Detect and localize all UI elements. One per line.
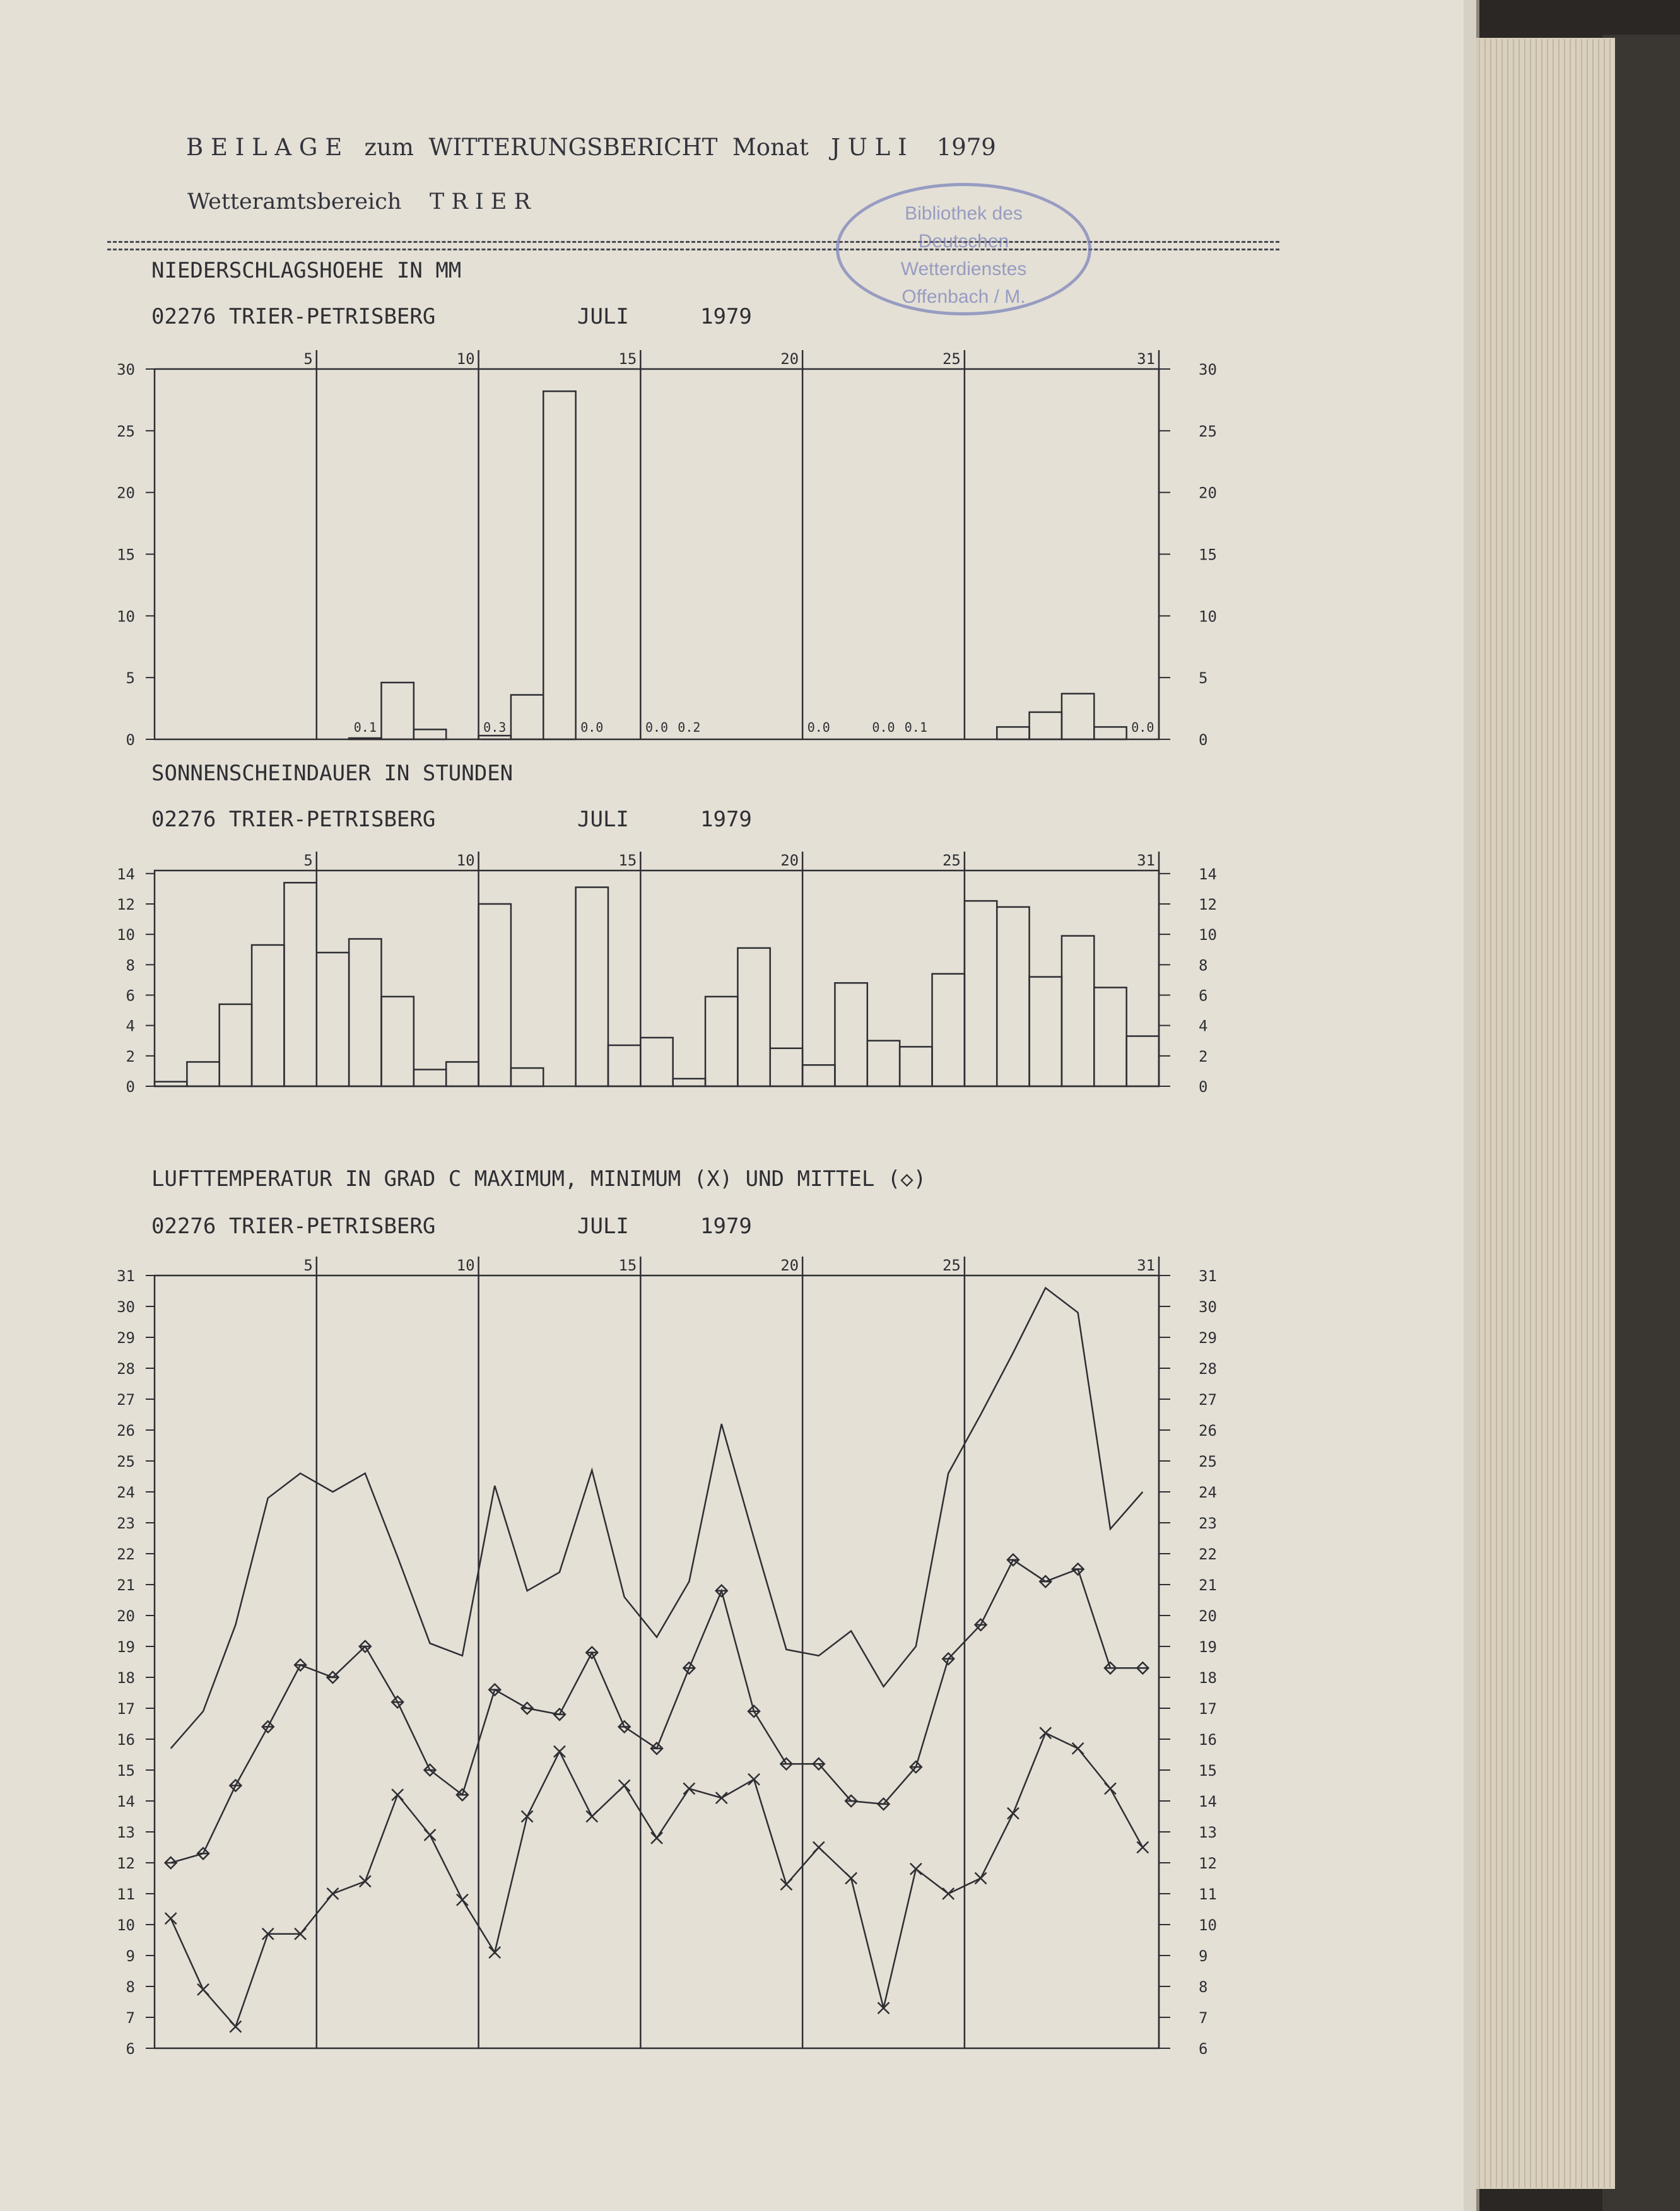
mean-point-marker [295, 1659, 306, 1670]
min-point-marker [425, 1829, 436, 1841]
mean-point-marker [554, 1709, 565, 1720]
bar [770, 1048, 802, 1086]
y-tick-label-right: 25 [1199, 1453, 1217, 1470]
chart-station: 02276 TRIER-PETRISBERG [151, 304, 436, 329]
bar [965, 901, 997, 1086]
y-tick-label-right: 14 [1199, 1793, 1217, 1810]
x-tick-label: 25 [942, 350, 961, 368]
y-tick-label-right: 5 [1199, 669, 1208, 688]
y-tick-label-right: 12 [1199, 1855, 1217, 1872]
y-tick-label-left: 21 [117, 1576, 135, 1594]
bar [737, 948, 770, 1086]
y-tick-label-right: 28 [1199, 1360, 1217, 1378]
bar [576, 887, 608, 1086]
y-tick-label-left: 20 [117, 484, 135, 502]
y-tick-label-left: 27 [117, 1391, 135, 1409]
chart-year: 1979 [700, 807, 752, 832]
min-point-marker [975, 1873, 987, 1884]
x-tick-label: 31 [1137, 350, 1155, 368]
y-tick-label-right: 29 [1199, 1329, 1217, 1347]
y-tick-label-left: 10 [117, 926, 135, 944]
min-point-marker [651, 1833, 662, 1844]
chart-title: SONNENSCHEINDAUER IN STUNDEN [151, 761, 514, 786]
mean-point-marker [748, 1706, 760, 1717]
header-line-1: B E I L A G E zum WITTERUNGSBERICHT Monat J U L I 1979 [186, 134, 996, 161]
x-tick-label: 10 [456, 852, 475, 869]
y-tick-label-left: 15 [117, 546, 135, 564]
min-point-marker [1105, 1783, 1116, 1794]
min-point-marker [845, 1873, 857, 1884]
x-tick-label: 10 [456, 350, 475, 368]
bar [835, 983, 867, 1086]
chart-month: JULI [577, 807, 629, 832]
x-tick-label: 10 [456, 1257, 475, 1274]
bar [1094, 727, 1126, 739]
stamp-text: Bibliothek des Deutschen Wetterdienstes Offenbach / M. [900, 203, 1027, 307]
y-tick-label-right: 0 [1199, 731, 1208, 749]
y-tick-label-left: 10 [117, 607, 135, 626]
bar [705, 997, 737, 1086]
y-tick-label-right: 10 [1199, 1916, 1217, 1934]
bar [317, 953, 349, 1086]
bar-value-label: 0.0 [1131, 720, 1154, 735]
y-tick-label-left: 12 [117, 1855, 135, 1872]
bar [802, 1065, 835, 1086]
y-tick-label-right: 11 [1199, 1886, 1217, 1903]
bar [414, 729, 446, 739]
bar-value-label: 0.1 [353, 720, 377, 735]
min-point-marker [878, 2002, 889, 2014]
min-point-marker [327, 1888, 338, 1899]
y-tick-label-left: 31 [117, 1267, 135, 1285]
min-point-marker [943, 1888, 954, 1899]
y-tick-label-right: 8 [1199, 1978, 1208, 1996]
y-tick-label-left: 14 [117, 865, 135, 883]
min-point-marker [1072, 1743, 1084, 1754]
bar [187, 1062, 219, 1086]
plot-frame [155, 369, 1159, 739]
y-tick-label-left: 17 [117, 1700, 135, 1718]
plot-frame [155, 1276, 1159, 2048]
y-tick-label-right: 7 [1199, 2009, 1208, 2027]
bar [997, 727, 1029, 739]
mean-point-marker [230, 1780, 241, 1792]
y-tick-label-left: 7 [126, 2009, 135, 2027]
y-tick-label-right: 4 [1199, 1017, 1208, 1035]
bar-value-label: 0.1 [904, 720, 927, 735]
min-point-marker [1137, 1842, 1148, 1853]
bar [511, 1068, 543, 1086]
y-tick-label-left: 30 [117, 361, 135, 378]
y-tick-label-left: 5 [126, 669, 135, 688]
bar [479, 736, 511, 739]
chart-title: NIEDERSCHLAGSHOEHE IN MM [151, 258, 462, 283]
x-tick-label: 25 [942, 1257, 961, 1274]
mean-point-marker [392, 1696, 403, 1708]
min-point-marker [683, 1783, 695, 1794]
y-tick-label-left: 8 [126, 1978, 135, 1996]
bar [673, 1079, 705, 1086]
y-tick-label-left: 13 [117, 1824, 135, 1841]
chart-title: LUFTTEMPERATUR IN GRAD C MAXIMUM, MINIMUM (X) UND MITTEL (◇) [151, 1166, 927, 1192]
y-tick-label-left: 29 [117, 1329, 135, 1347]
min-point-marker [197, 1984, 209, 1995]
y-tick-label-left: 2 [126, 1047, 135, 1065]
y-tick-label-left: 15 [117, 1762, 135, 1780]
bar [1062, 936, 1094, 1086]
mean-point-marker [683, 1662, 695, 1674]
bar [1030, 712, 1062, 739]
mean-point-marker [586, 1647, 597, 1658]
y-tick-label-right: 26 [1199, 1422, 1217, 1440]
bar [608, 1045, 640, 1086]
y-tick-label-right: 25 [1199, 422, 1217, 440]
y-tick-label-left: 6 [126, 2040, 135, 2058]
bar-value-label: 0.0 [872, 720, 895, 735]
chart-station: 02276 TRIER-PETRISBERG [151, 807, 436, 832]
min-point-marker [522, 1811, 533, 1822]
y-tick-label-right: 9 [1199, 1947, 1208, 1965]
y-tick-label-left: 19 [117, 1638, 135, 1656]
mean-point-marker [619, 1721, 630, 1732]
chart-1 [117, 258, 1217, 749]
y-tick-label-right: 13 [1199, 1824, 1217, 1841]
y-tick-label-right: 10 [1199, 926, 1217, 944]
min-point-marker [230, 2021, 241, 2032]
y-tick-label-left: 8 [126, 956, 135, 975]
min-point-marker [457, 1894, 468, 1906]
y-tick-label-left: 11 [117, 1886, 135, 1903]
mean-point-marker [197, 1848, 209, 1859]
mean-point-marker [1007, 1554, 1019, 1566]
bar [1030, 977, 1062, 1086]
y-tick-label-right: 10 [1199, 607, 1217, 626]
y-tick-label-left: 25 [117, 1453, 135, 1470]
y-tick-label-right: 6 [1199, 987, 1208, 1005]
y-tick-label-right: 30 [1199, 1298, 1217, 1316]
y-tick-label-right: 18 [1199, 1669, 1217, 1687]
min-point-marker [813, 1842, 825, 1853]
bar [479, 904, 511, 1086]
y-tick-label-left: 10 [117, 1916, 135, 1934]
y-tick-label-right: 22 [1199, 1545, 1217, 1563]
y-tick-label-right: 6 [1199, 2040, 1208, 2058]
bar [252, 945, 284, 1086]
x-tick-label: 15 [618, 350, 637, 368]
y-tick-label-right: 31 [1199, 1267, 1217, 1285]
y-tick-label-right: 24 [1199, 1484, 1217, 1501]
y-tick-label-right: 8 [1199, 956, 1208, 975]
y-tick-label-left: 22 [117, 1545, 135, 1563]
min-point-marker [1007, 1808, 1019, 1819]
min-point-marker [489, 1947, 500, 1958]
y-tick-label-left: 0 [126, 1078, 135, 1096]
bar [1062, 694, 1094, 739]
bar [155, 1082, 187, 1086]
y-tick-label-left: 25 [117, 422, 135, 440]
y-tick-label-left: 18 [117, 1669, 135, 1687]
mean-point-marker [522, 1703, 533, 1714]
y-tick-label-right: 2 [1199, 1047, 1208, 1065]
mean-point-marker [1137, 1662, 1148, 1674]
y-tick-label-left: 23 [117, 1515, 135, 1532]
bar-value-label: 0.2 [678, 720, 701, 735]
x-tick-label: 15 [618, 1257, 637, 1274]
min-point-marker [586, 1811, 597, 1822]
x-tick-label: 5 [303, 1257, 313, 1274]
y-tick-label-left: 24 [117, 1484, 135, 1501]
mean-point-marker [489, 1684, 500, 1696]
min-point-marker [780, 1879, 792, 1890]
bar [997, 907, 1029, 1086]
y-tick-label-right: 19 [1199, 1638, 1217, 1656]
y-tick-label-left: 20 [117, 1607, 135, 1625]
y-tick-label-right: 12 [1199, 895, 1217, 913]
min-point-marker [1040, 1727, 1051, 1739]
y-tick-label-right: 23 [1199, 1515, 1217, 1532]
min-point-marker [716, 1792, 727, 1803]
y-tick-label-left: 4 [126, 1017, 135, 1035]
header-line-2: Wetteramtsbereich T R I E R [187, 189, 531, 214]
y-tick-label-left: 9 [126, 1947, 135, 1965]
chart-year: 1979 [700, 304, 752, 329]
bar [284, 883, 316, 1086]
chart-month: JULI [577, 1214, 629, 1239]
mean-point-marker [262, 1721, 274, 1732]
bar [349, 738, 381, 739]
y-tick-label-left: 6 [126, 987, 135, 1005]
bar [1127, 1036, 1159, 1086]
y-tick-label-right: 27 [1199, 1391, 1217, 1409]
min-point-marker [554, 1746, 565, 1757]
mean-point-marker [780, 1758, 792, 1769]
chart-station: 02276 TRIER-PETRISBERG [151, 1214, 436, 1239]
y-tick-label-right: 15 [1199, 1762, 1217, 1780]
bar [900, 1047, 932, 1086]
min-point-marker [748, 1774, 760, 1785]
y-tick-label-left: 12 [117, 895, 135, 913]
bar [640, 1038, 673, 1086]
y-tick-label-left: 14 [117, 1793, 135, 1810]
y-tick-label-right: 30 [1199, 361, 1217, 378]
bar [1094, 987, 1126, 1086]
y-tick-label-right: 21 [1199, 1576, 1217, 1594]
bar [543, 391, 575, 739]
y-tick-label-right: 17 [1199, 1700, 1217, 1718]
y-tick-label-right: 15 [1199, 546, 1217, 564]
mean-point-marker [651, 1743, 662, 1754]
y-tick-label-left: 26 [117, 1422, 135, 1440]
bar [867, 1041, 900, 1086]
min-point-marker [910, 1863, 922, 1875]
bar [349, 939, 381, 1086]
x-tick-label: 15 [618, 852, 637, 869]
x-tick-label: 5 [303, 852, 313, 869]
mean-point-marker [1072, 1564, 1084, 1575]
bar [381, 997, 413, 1086]
min-point-marker [360, 1875, 371, 1887]
bar-value-label: 0.0 [645, 720, 669, 735]
min-point-marker [165, 1913, 177, 1924]
y-tick-label-left: 30 [117, 1298, 135, 1316]
y-tick-label-left: 28 [117, 1360, 135, 1378]
y-tick-label-left: 0 [126, 731, 135, 749]
x-tick-label: 20 [780, 852, 799, 869]
x-tick-label: 20 [780, 1257, 799, 1274]
y-tick-label-right: 14 [1199, 865, 1217, 883]
x-tick-label: 5 [303, 350, 313, 368]
bar [381, 683, 413, 739]
mean-point-marker [1105, 1662, 1116, 1674]
x-tick-label: 31 [1137, 1257, 1155, 1274]
bar-value-label: 0.0 [807, 720, 830, 735]
chart-month: JULI [577, 304, 629, 329]
chart-3 [117, 1166, 1217, 2058]
plot-frame [155, 871, 1159, 1086]
x-tick-label: 25 [942, 852, 961, 869]
mean-point-marker [165, 1857, 177, 1868]
y-tick-label-right: 0 [1199, 1078, 1208, 1096]
y-tick-label-right: 20 [1199, 484, 1217, 502]
x-tick-label: 31 [1137, 852, 1155, 869]
bar-value-label: 0.3 [483, 720, 507, 735]
y-tick-label-right: 16 [1199, 1731, 1217, 1749]
bar [414, 1070, 446, 1086]
mean-point-marker [716, 1585, 727, 1597]
y-tick-label-right: 20 [1199, 1607, 1217, 1625]
y-tick-label-left: 16 [117, 1731, 135, 1749]
min-point-marker [619, 1780, 630, 1792]
bar [220, 1004, 252, 1086]
x-tick-label: 20 [780, 350, 799, 368]
mean-point-marker [1040, 1576, 1051, 1587]
chart-year: 1979 [700, 1214, 752, 1239]
bar [932, 974, 965, 1086]
min-point-marker [392, 1789, 403, 1800]
bar-value-label: 0.0 [580, 720, 604, 735]
bar [446, 1062, 478, 1086]
bar [511, 695, 543, 739]
chart-2 [117, 761, 1217, 1096]
